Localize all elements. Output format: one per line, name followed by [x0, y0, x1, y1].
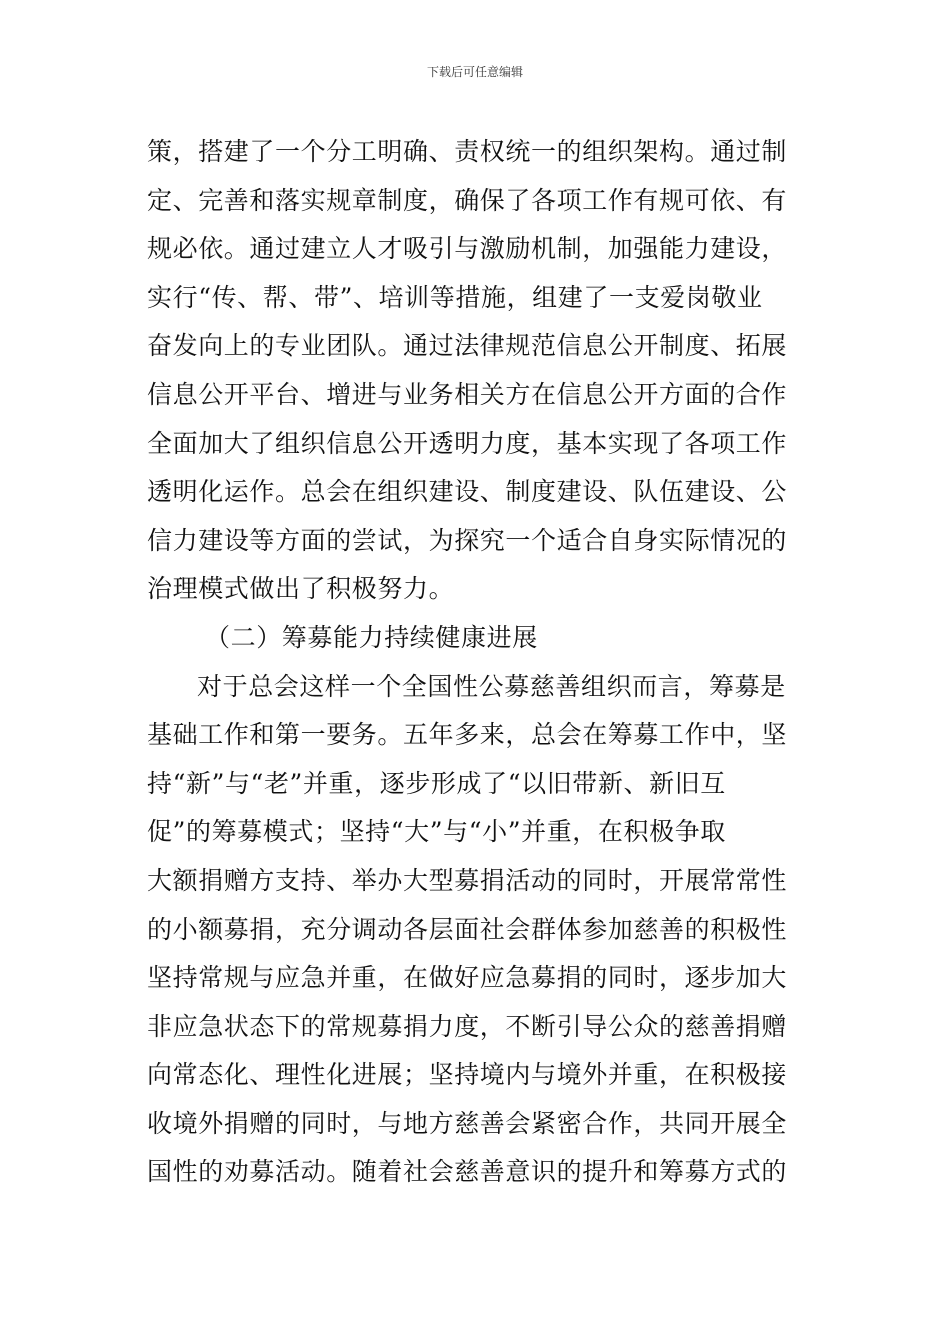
text-line: 大额捐赠方支持、举办大型募捐活动的同时，开展常常性 — [147, 865, 788, 895]
text-line: 坚持常规与应急并重，在做好应急募捐的同时，逐步加大 — [147, 963, 788, 993]
page-header: 下载后可任意编辑 — [426, 65, 523, 79]
section-heading: （二）筹募能力持续健康进展 — [205, 622, 538, 652]
text-line: 非应急状态下的常规募捐力度，不断引导公众的慈善捐赠 — [147, 1011, 788, 1041]
text-line: 信息公开平台、增进与业务相关方在信息公开方面的合作 — [147, 379, 788, 409]
text-line: 信力建设等方面的尝试，为探究一个适合自身实际情况的 — [147, 525, 788, 555]
text-line: 奋发向上的专业团队。通过法律规范信息公开制度、拓展 — [147, 331, 788, 361]
text-line: 的小额募捐，充分调动各层面社会群体参加慈善的积极性 — [147, 914, 788, 944]
text-line: 策，搭建了一个分工明确、责权统一的组织架构。通过制 — [147, 137, 788, 166]
text-line: 实行“传、帮、带”、培训等措施，组建了一支爱岗敬业 — [147, 282, 763, 312]
text-line: 向常态化、理性化进展；坚持境内与境外并重，在积极接 — [147, 1060, 788, 1090]
text-line: 治理模式做出了积极努力。 — [147, 574, 455, 604]
text-line: 持“新”与“老”并重，逐步形成了“以旧带新、新旧互 — [147, 768, 726, 798]
text-line: 促”的筹募模式；坚持“大”与“小”并重，在积极争取 — [147, 817, 726, 847]
text-line: 透明化运作。总会在组织建设、制度建设、队伍建设、公 — [147, 477, 788, 507]
text-line: 定、完善和落实规章制度，确保了各项工作有规可依、有 — [147, 185, 788, 215]
document-body — [147, 128, 817, 1197]
text-line: 收境外捐赠的同时，与地方慈善会紧密合作，共同开展全 — [147, 1108, 788, 1138]
text-line: 基础工作和第一要务。五年多来，总会在筹募工作中，坚 — [147, 720, 788, 750]
text-line: 全面加大了组织信息公开透明力度，基本实现了各项工作 — [147, 428, 788, 458]
text-line: 规必依。通过建立人才吸引与激励机制，加强能力建设， — [147, 234, 788, 264]
text-line: 对于总会这样一个全国性公募慈善组织而言，筹募是 — [197, 671, 786, 701]
text-line: 国性的劝募活动。随着社会慈善意识的提升和筹募方式的 — [147, 1157, 788, 1187]
